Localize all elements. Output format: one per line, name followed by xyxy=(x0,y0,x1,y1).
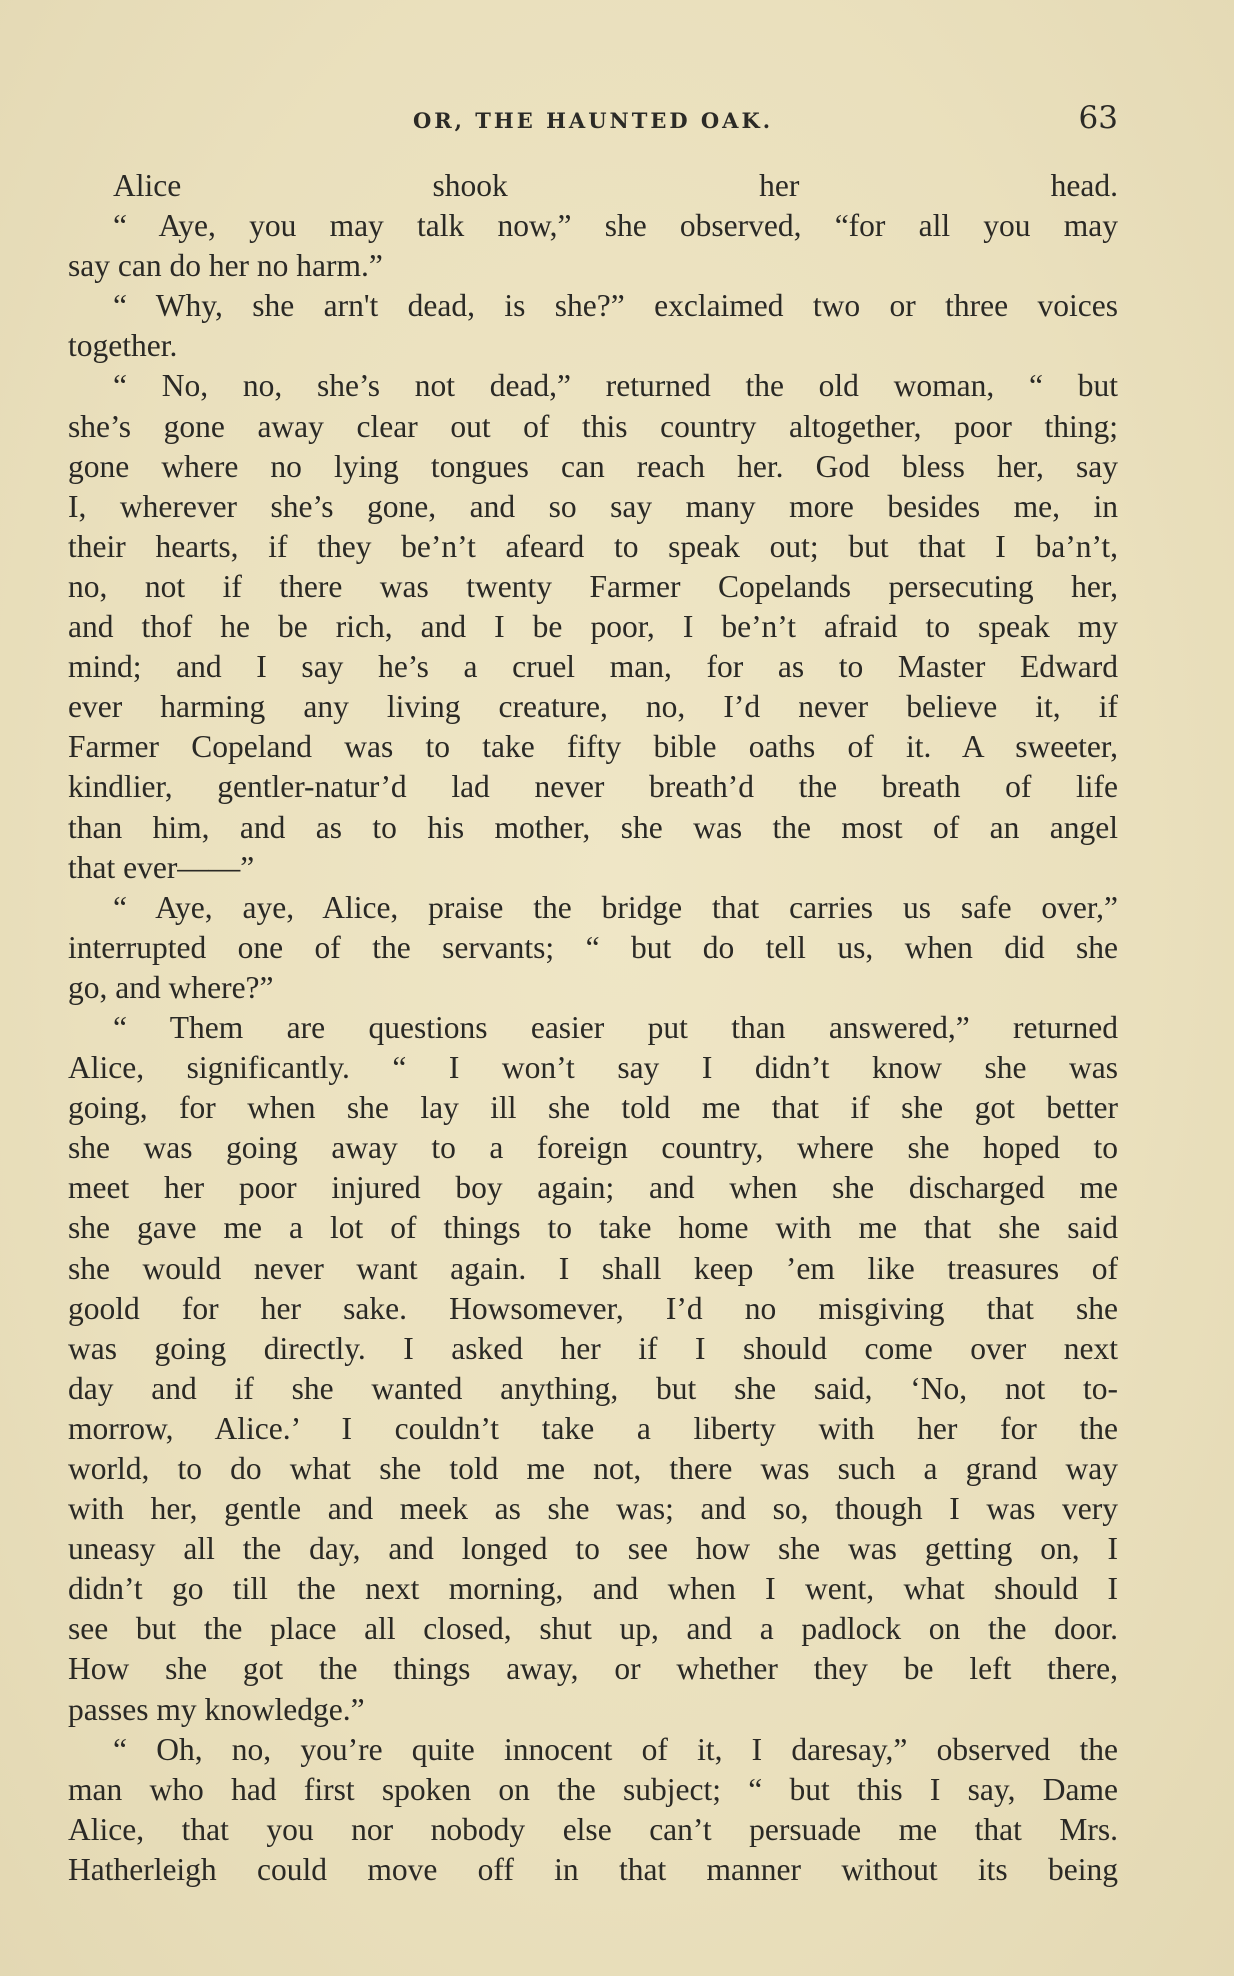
text-line: uneasy all the day, and longed to see how she was getting on, I xyxy=(68,1531,1118,1567)
text-line: mind; and I say he’s a cruel man, for as to Master Edward xyxy=(68,649,1118,685)
text-line: world, to do what she told me not, there was such a grand way xyxy=(68,1451,1118,1486)
text-line: she would never want again. I shall keep ’em like treasures of xyxy=(68,1250,1118,1286)
text-line: together. xyxy=(68,328,178,364)
text-line: Alice, significantly. “ I won’t say I didn’t know she was xyxy=(68,1050,1118,1086)
text-line: gone where no lying tongues can reach her. God bless her, say xyxy=(68,448,1118,484)
text-line: she gave me a lot of things to take home with me that she said xyxy=(68,1210,1118,1246)
text-line: she was going away to a foreign country, where she hoped to xyxy=(68,1130,1118,1166)
text-line: Farmer Copeland was to take fifty bible oaths of it. A sweeter, xyxy=(68,729,1118,765)
page-number: 63 xyxy=(1078,100,1118,136)
text-line: and thof he be rich, and I be poor, I be’n’t afraid to speak my xyxy=(68,609,1118,645)
text-line: meet her poor injured boy again; and when she discharged me xyxy=(68,1170,1118,1206)
text-line: say can do her no harm.” xyxy=(68,248,383,284)
text-line: see but the place all closed, shut up, and a padlock on the door. xyxy=(68,1611,1118,1647)
text-line: ever harming any living creature, no, I’d never believe it, if xyxy=(68,689,1118,725)
text-line: didn’t go till the next morning, and when I went, what should I xyxy=(68,1571,1118,1607)
text-line: that ever——” xyxy=(68,849,255,885)
text-line: man who had first spoken on the subject; “ but this I say, Dame xyxy=(68,1771,1118,1807)
text-line: “ Aye, you may talk now,” she observed, “for all you may xyxy=(113,208,1118,244)
body-text xyxy=(68,166,1118,1890)
text-line: passes my knowledge.” xyxy=(68,1691,365,1727)
text-line: than him, and as to his mother, she was the most of an angel xyxy=(68,809,1118,845)
text-line: she’s gone away clear out of this country altogether, poor thing; xyxy=(68,408,1118,444)
text-line: with her, gentle and meek as she was; and so, though I was very xyxy=(68,1491,1118,1527)
text-line: day and if she wanted anything, but she said, ‘No, not to- xyxy=(68,1370,1118,1406)
text-line: Alice shook her head. xyxy=(113,168,1118,203)
text-line: goold for her sake. Howsomever, I’d no misgiving that she xyxy=(68,1290,1118,1326)
text-line: their hearts, if they be’n’t afeard to speak out; but that I ba’n’t, xyxy=(68,528,1118,564)
text-line: kindlier, gentler-natur’d lad never breath’d the breath of life xyxy=(68,769,1118,805)
text-line: “ Why, she arn't dead, is she?” exclaimed two or three voices xyxy=(113,288,1118,324)
text-line: How she got the things away, or whether they be left there, xyxy=(68,1651,1118,1687)
text-line: was going directly. I asked her if I should come over next xyxy=(68,1330,1118,1366)
text-line: Hatherleigh could move off in that manner without its being xyxy=(68,1851,1118,1887)
text-line: no, not if there was twenty Farmer Copelands persecuting her, xyxy=(68,568,1118,604)
text-line: “ No, no, she’s not dead,” returned the old woman, “ but xyxy=(113,368,1118,404)
text-line: “ Aye, aye, Alice, praise the bridge that carries us safe over,” xyxy=(113,889,1118,925)
text-line: I, wherever she’s gone, and so say many more besides me, in xyxy=(68,488,1118,524)
text-line: “ Oh, no, you’re quite innocent of it, I daresay,” observed the xyxy=(113,1731,1118,1767)
text-line: morrow, Alice.’ I couldn’t take a liberty with her for the xyxy=(68,1410,1118,1446)
text-line: go, and where?” xyxy=(68,969,274,1005)
text-line: going, for when she lay ill she told me that if she got better xyxy=(68,1090,1118,1126)
text-line: “ Them are questions easier put than answered,” returned xyxy=(113,1009,1118,1045)
running-head: OR, THE HAUNTED OAK. xyxy=(412,108,774,133)
text-line: interrupted one of the servants; “ but do tell us, when did she xyxy=(68,929,1118,965)
text-line: Alice, that you nor nobody else can’t persuade me that Mrs. xyxy=(68,1811,1118,1847)
page-header xyxy=(68,100,1118,140)
